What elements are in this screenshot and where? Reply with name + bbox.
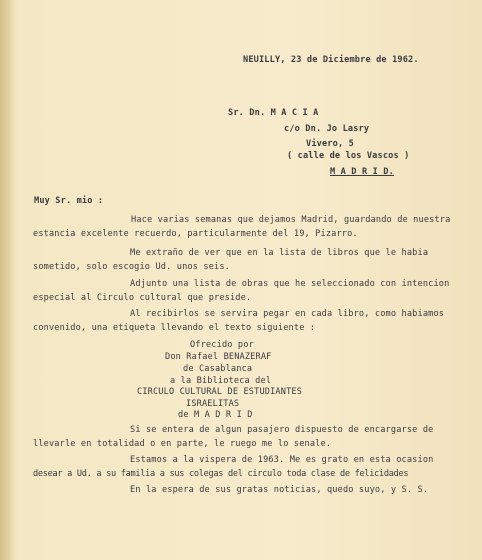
- body-line: sometido, solo escogio Ud. unos seis.: [33, 262, 230, 272]
- body-line: desear a Ud. a su familia a sus colegas del circulo toda clase de felicidades: [33, 469, 409, 479]
- body-line: Hace varias semanas que dejamos Madrid, guardando de nuestra: [131, 215, 451, 225]
- body-line: llevarle en totalidad o en parte, le ruego me lo senale.: [33, 439, 332, 449]
- body-line: Adjunto una lista de obras que he seleccionado con intencion: [130, 279, 450, 289]
- label-line: CIRCULO CULTURAL DE ESTUDIANTES: [137, 387, 303, 397]
- recipient-street: Vivero, 5: [306, 139, 354, 149]
- body-line: convenido, una etiqueta llevando el texto siguiente :: [33, 323, 316, 333]
- body-line: Si se entera de algun pasajero dispuesto de encargarse de: [130, 425, 434, 435]
- label-line: de M A D R I D: [178, 410, 253, 420]
- salutation: Muy Sr. mio :: [34, 196, 104, 206]
- body-line: estancia excelente recuerdo, particularmente del 19, Pizarro.: [33, 229, 358, 239]
- body-line: Al recibirlos se servira pegar en cada libro, como habiamos: [130, 309, 445, 319]
- body-line: Estamos a la vispera de 1963. Me es grato en esta ocasion: [130, 455, 434, 465]
- dateline: NEUILLY, 23 de Diciembre de 1962.: [243, 55, 419, 65]
- body-line: Me extraño de ver que en la lista de libros que le habia: [130, 248, 429, 258]
- recipient-name: Sr. Dn. M A C I A: [228, 108, 319, 118]
- body-line: especial al Circulo cultural que preside.: [33, 293, 252, 303]
- label-line: Don Rafael BENAZERAF: [165, 352, 272, 362]
- label-line: Ofrecido por: [190, 340, 254, 350]
- paper-fold-shadow: [0, 0, 14, 560]
- recipient-city: M A D R I D.: [330, 167, 394, 177]
- label-line: ISRAELITAS: [186, 399, 240, 409]
- recipient-street-note: ( calle de los Vascos ): [287, 151, 410, 161]
- closing-line: En la espera de sus gratas noticias, quedo suyo, y S. S.: [130, 485, 429, 495]
- recipient-care-of: c/o Dn. Jo Lasry: [284, 124, 370, 134]
- label-line: a la Biblioteca del: [170, 376, 272, 386]
- label-line: de Casablanca: [183, 364, 253, 374]
